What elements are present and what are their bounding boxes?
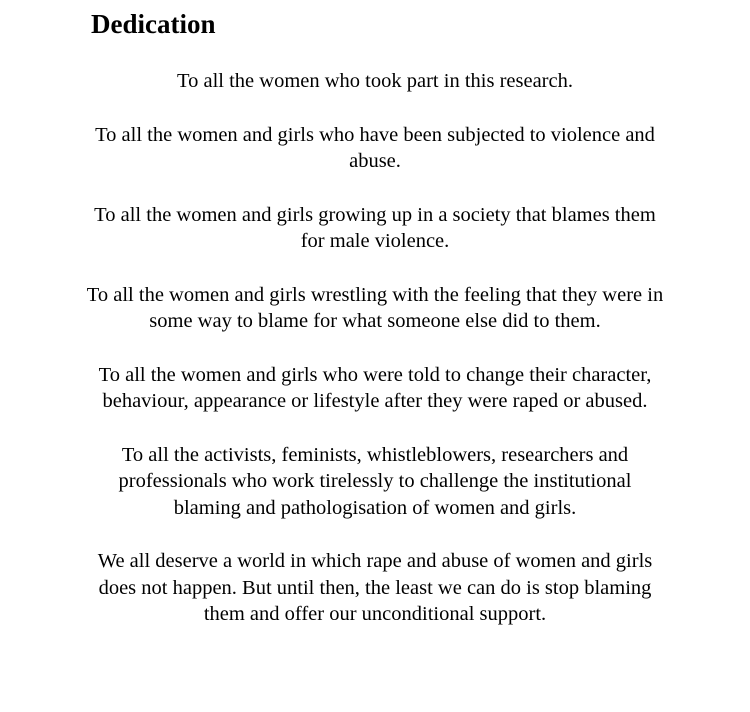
page-title: Dedication — [91, 9, 216, 39]
dedication-paragraph: To all the women and girls growing up in a society that blames them for male violence. — [94, 203, 656, 252]
dedication-paragraph: To all the women who took part in this research. — [177, 70, 573, 92]
dedication-paragraph: To all the women and girls who were told to change their character, behaviour, appearance or lifestyle after they were raped or abused. — [98, 363, 652, 412]
dedication-paragraph: To all the women and girls who have been subjected to violence and abuse. — [95, 123, 655, 172]
dedication-paragraph: We all deserve a world in which rape and abuse of women and girls does not happen. But until then, the least we can do is stop blaming them and offer our unconditional support. — [97, 550, 653, 625]
dedication-body — [85, 68, 665, 655]
dedication-paragraph: To all the activists, feminists, whistleblowers, researchers and professionals who work tirelessly to challenge the institutional blaming and pathologisation of women and girls. — [118, 443, 632, 519]
dedication-paragraph: To all the women and girls wrestling with the feeling that they were in some way to blame for what someone else did to them. — [86, 283, 664, 332]
